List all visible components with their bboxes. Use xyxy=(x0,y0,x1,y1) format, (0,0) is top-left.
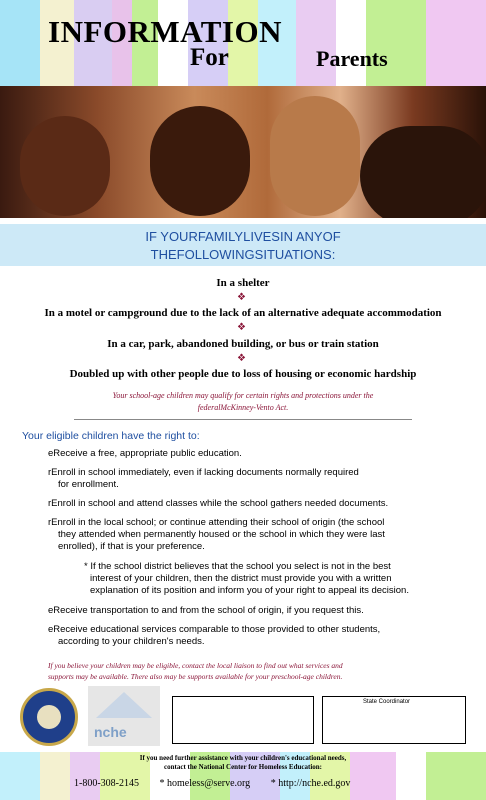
liaison-note xyxy=(48,660,458,682)
note-line-1: Your school-age children may qualify for certain rights and protections under the xyxy=(112,391,374,400)
right-item-cont: enrolled), if that is your preference. xyxy=(58,541,205,552)
house-icon xyxy=(88,688,160,728)
local-liaison-box xyxy=(172,696,314,744)
phone-number: 1-800-308-2145 xyxy=(74,778,139,789)
situation-3: In a car, park, abandoned building, or bus or train station xyxy=(107,338,379,350)
right-item: rEnroll in school and attend classes while the school gathers needed documents. xyxy=(48,498,389,509)
title-for: For xyxy=(190,44,229,71)
diamond-icon: ❖ xyxy=(237,322,246,333)
liaison-line-1: If you believe your children may be eligible, contact the local liaison to find out what services and xyxy=(48,661,343,670)
right-item: eReceive a free, appropriate public education. xyxy=(48,448,242,459)
note-line-2: federalMcKinney-Vento Act. xyxy=(197,403,289,412)
children-photo xyxy=(0,86,486,218)
right-item: eReceive transportation to and from the school of origin, if you request this. xyxy=(48,605,364,616)
banner-line-1: IF YOURFAMILYLIVESIN ANYOF xyxy=(145,229,341,244)
appeal-note: * If the school district believes that the school you select is not in the best xyxy=(84,561,391,572)
state-coordinator-box xyxy=(322,696,466,744)
appeal-note: interest of your children, then the district must provide you with a written xyxy=(90,573,392,584)
divider xyxy=(74,419,412,420)
situation-2: In a motel or campground due to the lack of an alternative adequate accommodation xyxy=(44,307,442,319)
liaison-line-2: supports may be available. There also may be supports available for your preschool-age children. xyxy=(48,672,343,681)
situation-4: Doubled up with other people due to loss of housing or economic hardship xyxy=(69,368,417,380)
situation-1: In a shelter xyxy=(216,277,270,289)
situations-banner xyxy=(0,224,486,266)
right-item-cont: they attended when permanently housed or the school in which they were last xyxy=(58,529,385,540)
page-title: INFORMATION xyxy=(48,14,282,49)
assistance-line-2: contact the National Center for Homeless Education: xyxy=(164,763,322,771)
banner-line-2: THEFOLLOWINGSITUATIONS: xyxy=(150,247,336,262)
diamond-icon: ❖ xyxy=(237,353,246,364)
right-item-cont: for enrollment. xyxy=(58,479,119,490)
mckinney-vento-note xyxy=(60,390,426,414)
bullet: * xyxy=(159,778,165,789)
nche-logo xyxy=(88,686,160,746)
diamond-icon: ❖ xyxy=(237,292,246,303)
bullet: * xyxy=(270,778,276,789)
contact-info xyxy=(74,778,350,789)
appeal-note: explanation of its position and inform you of your right to appeal its decision. xyxy=(90,585,409,596)
nche-logo-text: nche xyxy=(94,724,127,740)
right-item: rEnroll in the local school; or continue attending their school of origin (the school xyxy=(48,517,385,528)
state-coordinator-label: State Coordinator xyxy=(363,699,411,705)
right-item-cont: according to your children's needs. xyxy=(58,636,205,647)
website-link[interactable]: http://nche.ed.gov xyxy=(278,778,351,789)
right-item: rEnroll in school immediately, even if lacking documents normally required xyxy=(48,467,359,478)
rights-heading: Your eligible children have the right to: xyxy=(22,430,200,442)
right-item: eReceive educational services comparable to those provided to other students, xyxy=(48,624,381,635)
email-link[interactable]: homeless@serve.org xyxy=(167,778,251,789)
department-seal-logo xyxy=(20,688,78,746)
title-parents: Parents xyxy=(316,46,388,71)
assistance-line-1: If you need further assistance with your children's educational needs, xyxy=(139,754,347,762)
assistance-text xyxy=(0,754,486,772)
